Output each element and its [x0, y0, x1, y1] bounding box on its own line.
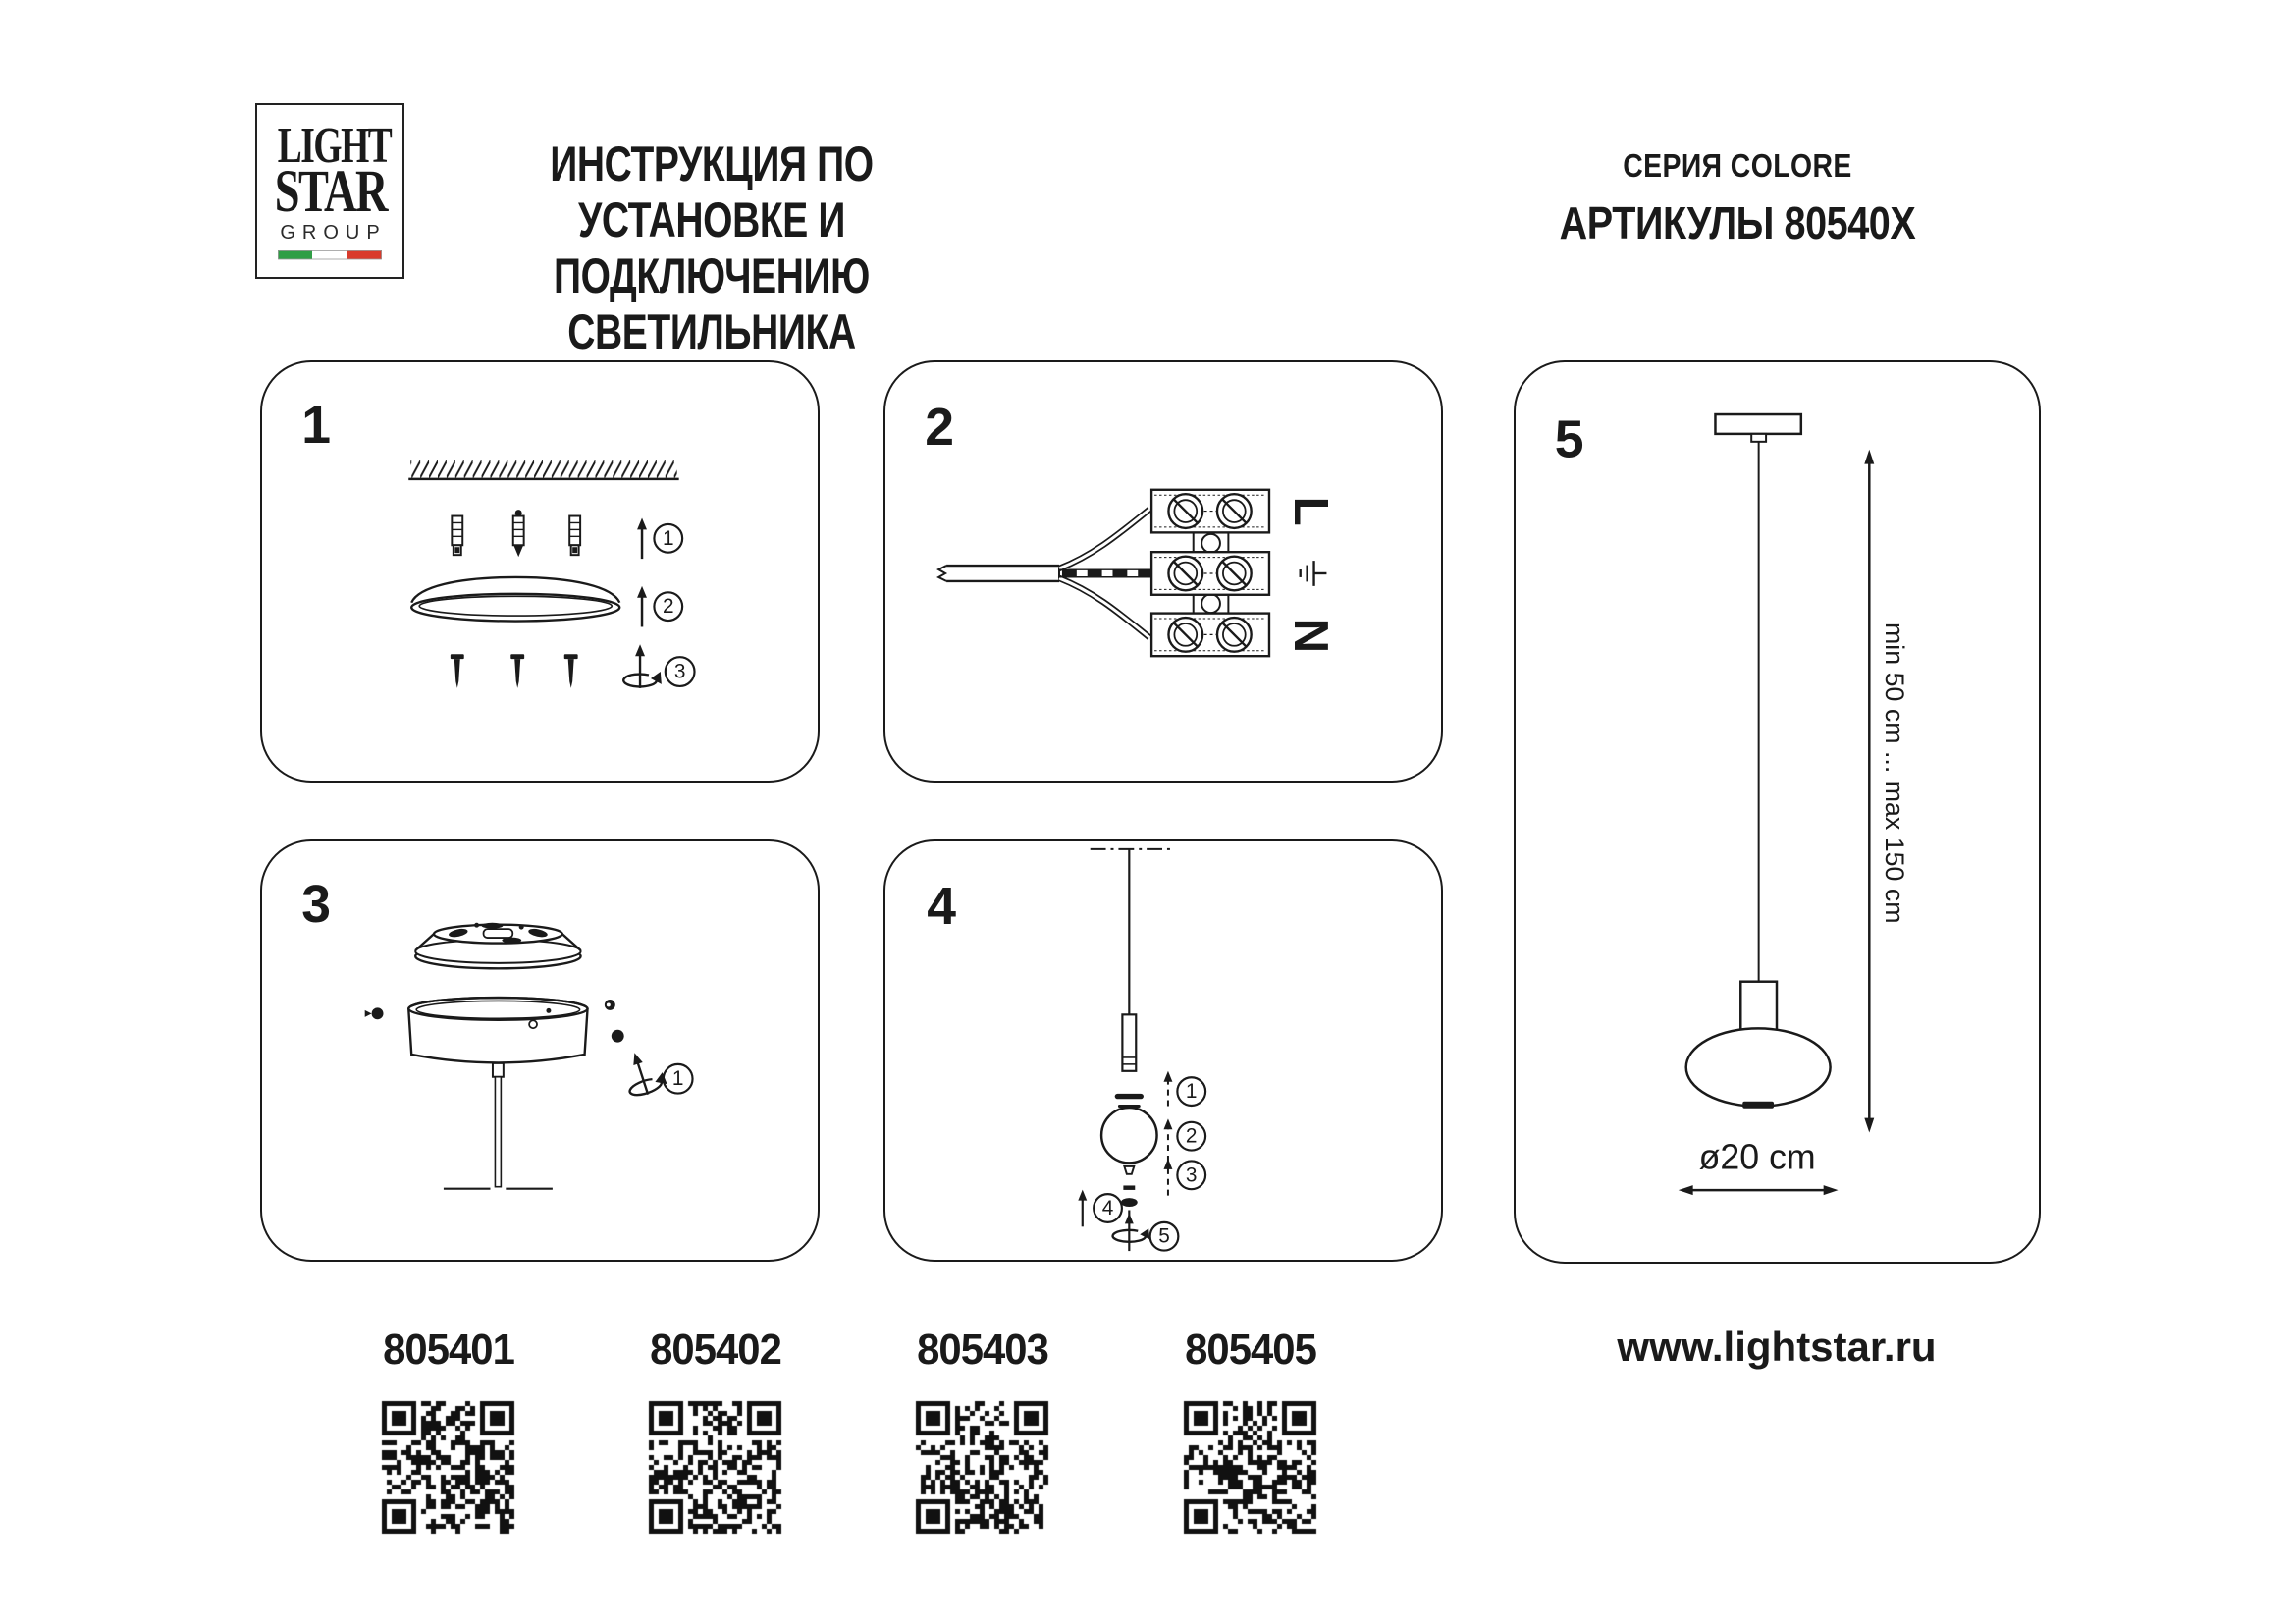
hanging-rod — [444, 1063, 553, 1189]
svg-text:5: 5 — [1158, 1224, 1170, 1248]
screw — [564, 654, 578, 688]
wire-line — [1059, 510, 1149, 568]
cord-grip-tube — [1122, 1014, 1136, 1070]
anchor — [513, 510, 524, 557]
diameter-dimension-arrow — [1679, 1185, 1839, 1195]
step-3-badge — [1177, 1161, 1205, 1189]
panel-step-2 — [883, 360, 1443, 783]
italian-flag-icon — [278, 250, 382, 260]
terminal-block — [1151, 490, 1269, 656]
rotate-arrow-icon — [623, 644, 662, 688]
terminal-unit — [1151, 490, 1269, 533]
qr-code — [1181, 1398, 1319, 1537]
qr-code — [913, 1398, 1051, 1537]
dashed-arrow-up-icon — [1163, 1071, 1172, 1107]
panel-number: 5 — [1554, 409, 1584, 469]
panel-step-4 — [883, 839, 1443, 1262]
panel-step-1 — [260, 360, 820, 783]
screw — [510, 654, 524, 688]
step-2-arrow-up-icon — [637, 586, 647, 627]
svg-text:1: 1 — [662, 526, 674, 550]
step-1-badge — [1177, 1077, 1205, 1106]
svg-text:4: 4 — [1101, 1196, 1114, 1219]
logo-word-star: STAR — [274, 159, 387, 225]
step-5-badge — [1150, 1222, 1179, 1251]
series-label: СЕРИЯ COLORE — [1623, 147, 1852, 184]
article-number: 805401 — [383, 1326, 514, 1374]
svg-text:3: 3 — [1185, 1164, 1198, 1187]
step-1-arrow-up-icon — [637, 518, 647, 560]
svg-text:1: 1 — [1185, 1080, 1198, 1104]
wall-anchors — [452, 510, 580, 557]
article-number: 805402 — [650, 1326, 781, 1374]
glass-shade-sphere — [1101, 1108, 1156, 1163]
lightstar-logo — [255, 103, 404, 279]
bottom-fittings — [1113, 1166, 1150, 1251]
height-range-label: min 50 cm ... max 150 cm — [1880, 623, 1910, 924]
article-number: 805403 — [917, 1326, 1048, 1374]
panel-step-3 — [260, 839, 820, 1262]
panel-1-drawing — [262, 362, 818, 781]
page-title — [466, 136, 956, 360]
panel-number: 3 — [301, 876, 332, 935]
logo-word-light: LIGHT — [277, 118, 392, 174]
ceiling-canopy — [411, 577, 619, 622]
dashed-arrow-up-icon — [1163, 1159, 1172, 1196]
panel-number: 4 — [927, 878, 957, 937]
screw-dot — [605, 1000, 615, 1010]
mains-cable — [938, 566, 1059, 581]
logo-word-group: GROUP — [280, 222, 387, 244]
terminal-label-line: L — [1284, 496, 1339, 526]
step-4-badge — [1094, 1194, 1122, 1222]
article-number: 805405 — [1185, 1326, 1316, 1374]
panel-4-drawing — [885, 841, 1441, 1260]
pendant-lamp — [1686, 414, 1831, 1109]
panel-2-drawing — [885, 362, 1441, 781]
terminal-label-neutral: N — [1284, 618, 1339, 654]
step-2-badge — [1177, 1122, 1205, 1151]
svg-text:1: 1 — [671, 1067, 684, 1091]
canopy-cylinder — [408, 998, 587, 1062]
anchor — [569, 516, 580, 556]
wire-neutral — [1059, 578, 1149, 637]
mounting-screws — [451, 654, 578, 688]
screw-dot — [365, 1007, 384, 1019]
terminal-unit — [1151, 614, 1269, 657]
panel-dimensions — [1514, 360, 2041, 1264]
anchor — [452, 516, 462, 556]
panel-number: 2 — [925, 399, 955, 458]
screw-dot — [612, 1030, 624, 1043]
title-line-1: ИНСТРУКЦИЯ ПО УСТАНОВКЕ И — [550, 136, 874, 247]
website-url: www.lightstar.ru — [1617, 1324, 1937, 1370]
wire-earth-striped — [1059, 569, 1151, 577]
step-2-badge — [654, 592, 682, 621]
qr-code — [646, 1398, 784, 1537]
articles-label: АРТИКУЛЫ 80540X — [1559, 197, 1916, 248]
screw — [451, 654, 464, 688]
panel-3-drawing — [262, 841, 818, 1260]
series-block — [1548, 147, 1928, 249]
step-3-badge — [666, 657, 695, 686]
rotate-arrow-icon — [618, 1046, 668, 1099]
step-4-arrow-up-icon — [1078, 1190, 1087, 1227]
terminal-unit — [1151, 552, 1269, 595]
step-1-badge — [654, 524, 682, 553]
svg-text:2: 2 — [662, 595, 674, 619]
step-1-badge — [664, 1064, 693, 1094]
panel-number: 1 — [301, 397, 332, 456]
svg-text:2: 2 — [1185, 1124, 1198, 1148]
svg-text:3: 3 — [673, 660, 686, 683]
panel-5-drawing — [1516, 362, 2039, 1262]
ceiling-hatch — [408, 460, 678, 479]
ceiling-plate — [415, 923, 580, 969]
qr-code — [379, 1398, 517, 1537]
retaining-rings — [1117, 1097, 1141, 1107]
height-dimension-arrow — [1864, 450, 1874, 1133]
title-line-2: ПОДКЛЮЧЕНИЮ СВЕТИЛЬНИКА — [553, 248, 871, 359]
dashed-arrow-up-icon — [1163, 1118, 1172, 1162]
earth-symbol-icon — [1301, 561, 1327, 586]
diameter-label: ø20 cm — [1698, 1137, 1816, 1177]
